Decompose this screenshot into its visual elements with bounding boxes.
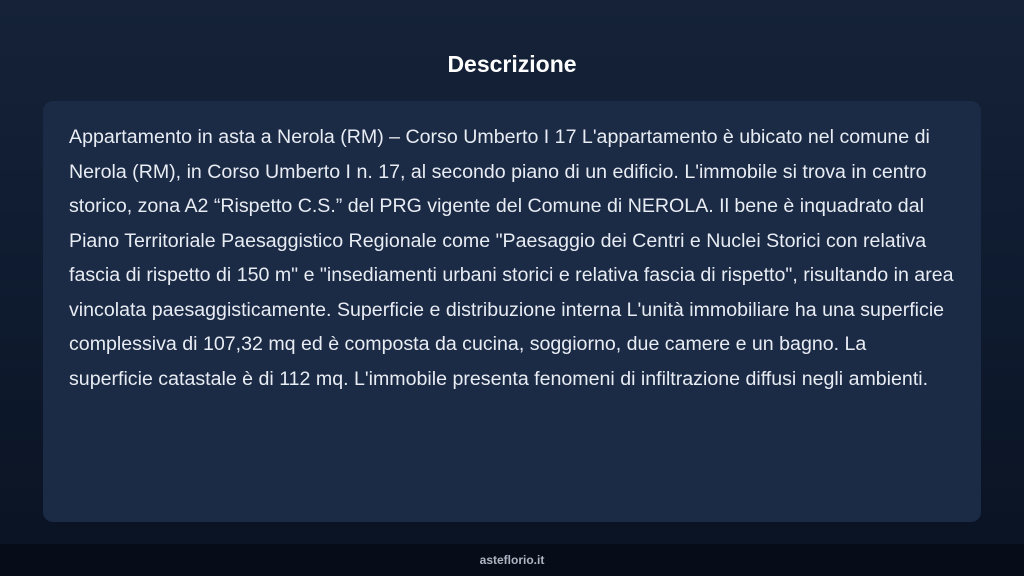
footer-site-name: asteflorio.it xyxy=(479,553,545,567)
page-title: Descrizione xyxy=(447,51,577,77)
footer-bar xyxy=(0,544,1024,576)
description-card xyxy=(43,101,981,522)
description-text: Appartamento in asta a Nerola (RM) – Corso Umberto I 17 L'appartamento è ubicato nel comune di Nerola (RM), in Corso Umberto I n. 17, al secondo piano di un edificio. L'immobile si trova in centro storico, zona A2 “Rispetto C.S.” del PRG vigente del Comune di NEROLA. Il bene è inquadrato dal Piano Territoriale Paesaggistico Regionale come "Paesaggio dei Centri e Nuclei Storici con relativa fascia di rispetto di 150 m" e "insediamenti urbani storici e relativa fascia di rispetto", risultando in area vincolata paesaggisticamente. Superficie e distribuzione interna L'unità immobiliare ha una superficie complessiva di 107,32 mq ed è composta da cucina, soggiorno, due camere e un bagno. La superficie catastale è di 112 mq. L'immobile presenta fenomeni di infiltrazione diffusi negli ambienti. xyxy=(69,126,954,390)
